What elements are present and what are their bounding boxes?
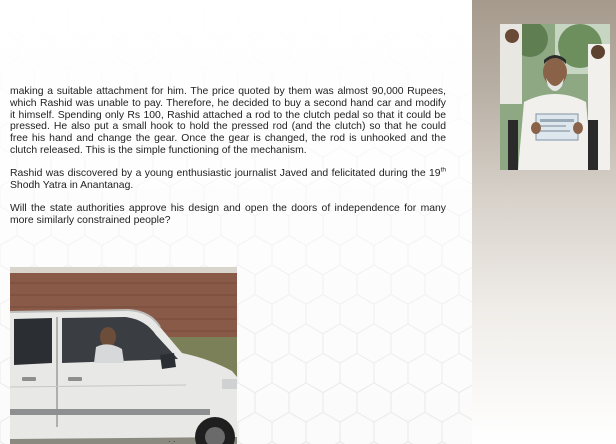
article-paragraph-3: Will the state authorities approve his design and open the doors of independence for many more similarly constrained people? [10,203,446,227]
article-text [10,86,446,238]
paragraph-2-before: Rashid was discovered by a young enthusiastic journalist Javed and felicitated during the 19 [10,168,441,180]
sidebar-photo [500,24,610,170]
car-photo [10,267,237,444]
paragraph-2-after: Shodh Yatra in Anantanag. [10,180,134,192]
article-paragraph-2 [10,168,446,192]
article-paragraph-1: making a suitable attachment for him. The price quoted by them was almost 90,000 Rupees, which Rashid was unable to pay. Therefore, he decided to buy a second hand car and modify it himself. Spending only Rs 100, Rashid attached a rod to the clutch pedal so that it could be pressed. He also put a small hook to hold the pressed rod (and the clutch) so that he could free his hand and change the gear. Once the gear is changed, the rod is unhooked and the clutch released. This is the simple functioning of the mechanism. [10,86,446,156]
paragraph-2-superscript: th [440,166,446,174]
cropped-caption-fragment: · · [168,437,176,444]
